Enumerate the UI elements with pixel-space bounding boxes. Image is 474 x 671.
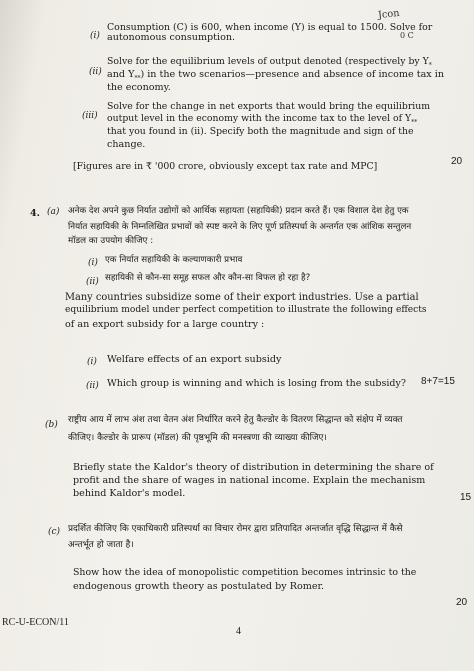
q3-iii-line4: change.: [107, 139, 146, 150]
q4-b-eng-line3: behind Kaldor's model.: [73, 488, 186, 499]
q4-a-eng-i: Welfare effects of an export subsidy: [107, 354, 282, 365]
q4-a-hindi-i-mark: (i): [88, 258, 98, 268]
q4-b-eng-line2: profit and the share of wages in national income. Explain the mechanism: [73, 475, 426, 486]
handwritten-note-top: Jcon: [377, 7, 401, 22]
q4-a-hindi-ii-mark: (ii): [86, 277, 99, 287]
q4-a-eng-line2: equilibrium model under perfect competition to illustrate the following effects: [65, 305, 427, 315]
q4-a-eng-line3: of an export subsidy for a large country :: [65, 319, 265, 330]
q3-ii-line2: and $Y_{**}$) in the two scenarios—presence and absence of income tax in: [107, 69, 444, 82]
q4-a-eng-ii: Which group is winning and which is losing from the subsidy?: [107, 378, 406, 389]
q4-a-eng-ii-mark: (ii): [86, 381, 99, 391]
q4-number: 4.: [30, 208, 41, 219]
q3-iii-line2: output level in the economy with the income tax to the level of $Y_{**}$: [107, 113, 418, 126]
q4-b-marks: 15: [460, 492, 472, 503]
q4-b-mark: (b): [45, 420, 58, 430]
q3-iii-mark: (iii): [82, 111, 98, 121]
q4-c-marks: 20: [456, 597, 468, 608]
q4-c-eng-line1: Show how the idea of monopolistic competition becomes intrinsic to the: [73, 567, 417, 578]
q4-b-hindi-line2: कीजिए। कैल्डोर के प्रारूप (मॉडल) की पृष्ठभूमि की मनस्त्रणा की व्याख्या कीजिए।: [68, 433, 327, 443]
q4-c-mark: (c): [48, 527, 61, 537]
q4-a-hindi-line1: अनेक देश अपने कुछ निर्यात उद्योगों को आर्थिक सहायता (सहायिकी) प्रदान करते हैं। एक विशाल देश हेतु एक: [68, 206, 409, 216]
q3-iii-line3: that you found in (ii). Specify both the magnitude and sign of the: [107, 126, 414, 137]
q4-b-eng-line1: Briefly state the Kaldor's theory of distribution in determining the share of: [73, 462, 434, 473]
q3-ii-mark: (ii): [89, 67, 102, 77]
page-number: 4: [236, 626, 241, 637]
q4-a-eng-line1: Many countries subsidize some of their export industries. Use a partial: [65, 292, 419, 303]
q3-i-line1: Consumption (C) is 600, when income (Y) is equal to 1500. Solve for: [107, 22, 433, 33]
q4-a-hindi-i: एक निर्यात सहायिकी के कल्याणकारी प्रभाव: [105, 255, 243, 265]
q4-b-hindi-line1: राष्ट्रीय आय में लाभ अंश तथा वेतन अंश निर्धारित करने हेतु कैल्डोर के वितरण सिद्धान्त को संक्षेप में व्यक्त: [68, 415, 403, 425]
footer-code: RC-U-ECON/11: [2, 617, 69, 628]
q3-marks: 20: [451, 156, 463, 167]
q4-c-hindi-line1: प्रदर्शित कीजिए कि एकाधिकारी प्रतिस्पर्धा का विचार रोमर द्वारा प्रतिपादित अन्तर्जात वृद्धि सिद्धान्त में कैसे: [68, 524, 403, 534]
q4-c-eng-line2: endogenous growth theory as postulated by Romer.: [73, 581, 325, 592]
figures-note: [Figures are in ₹ '000 crore, obviously except tax rate and MPC]: [73, 161, 378, 172]
q4-a-hindi-line2: निर्यात सहायिकी के निम्नलिखित प्रभावों को स्पष्ट करने के लिए पूर्ण प्रतिस्पर्धा के अन्तर्गत एक आंशिक सन्तुलन: [68, 222, 412, 232]
q4-a-hindi-ii: सहायिकी से कौन-सा समूह सफल और कौन-सा विफल हो रहा है?: [105, 273, 311, 283]
q4-a-marks: 8+7=15: [421, 376, 455, 387]
q4-c-hindi-line2: अन्तर्भूत हो जाता है।: [68, 540, 134, 550]
q3-i-line2: autonomous consumption.: [107, 32, 236, 43]
q3-ii-line3: the economy.: [107, 82, 171, 93]
q4-a-eng-i-mark: (i): [87, 357, 97, 367]
q4-a-hindi-line3: मॉडल का उपयोग कीजिए :: [68, 236, 154, 246]
q3-iii-line1: Solve for the change in net exports that would bring the equilibrium: [107, 101, 431, 112]
handwritten-note-bottom: 0 C: [400, 31, 414, 40]
q4-a-mark: (a): [47, 207, 60, 217]
q3-ii-line1: Solve for the equilibrium levels of output denoted (respectively by $Y_*$: [107, 56, 432, 69]
q3-i-mark: (i): [90, 31, 100, 41]
